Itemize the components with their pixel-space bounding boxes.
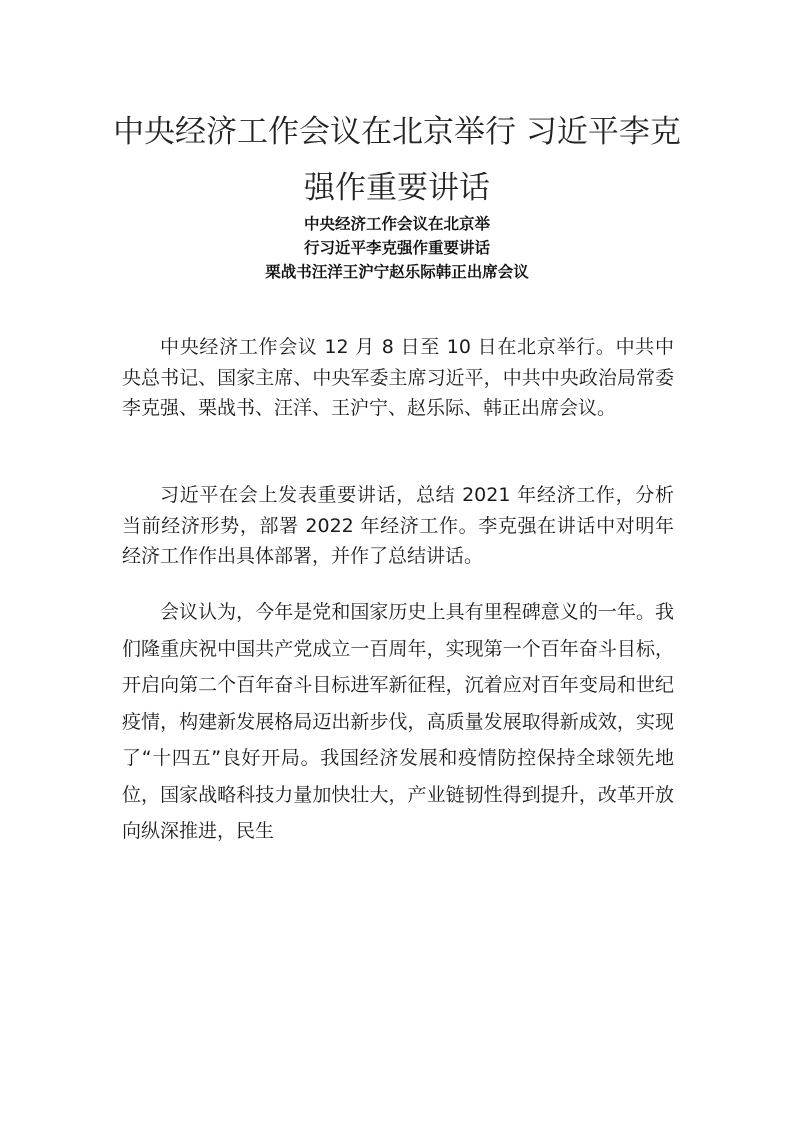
subtitle-line: 中央经济工作会议在北京举 xyxy=(303,215,490,233)
document-subtitle xyxy=(150,212,644,284)
body-paragraph: 习近平在会上发表重要讲话，总结 2021 年经济工作，分析当前经济形势，部署 2022 年经济工作。李克强在讲话中对明年经济工作作出具体部署，并作了总结讲话。 xyxy=(122,484,674,567)
subtitle-line: 栗战书汪洋王沪宁赵乐际韩正出席会议 xyxy=(265,263,529,281)
subtitle-line: 行习近平李克强作重要讲话 xyxy=(303,239,490,257)
document-title: 中央经济工作会议在北京举行 习近平李克强作重要讲话 xyxy=(113,114,681,206)
body-paragraph: 会议认为，今年是党和国家历史上具有里程碑意义的一年。我们隆重庆祝中国共产党成立一百周年，实现第一个百年奋斗目标，开启向第二个百年奋斗目标进军新征程，沉着应对百年变局和世纪疫情，构建新发展格局迈出新步伐，高质量发展取得新成效，实现了“十四五”良好开局。我国经济发展和疫情防控保持全球领先地位，国家战略科技力量加快壮大，产业链韧性得到提升，改革开放向纵深推进，民生 xyxy=(122,601,674,842)
body-paragraph: 中央经济工作会议 12 月 8 日至 10 日在北京举行。中共中央总书记、国家主席、中央军委主席习近平，中共中央政治局常委李克强、栗战书、汪洋、王沪宁、赵乐际、韩正出席会议。 xyxy=(122,336,674,419)
